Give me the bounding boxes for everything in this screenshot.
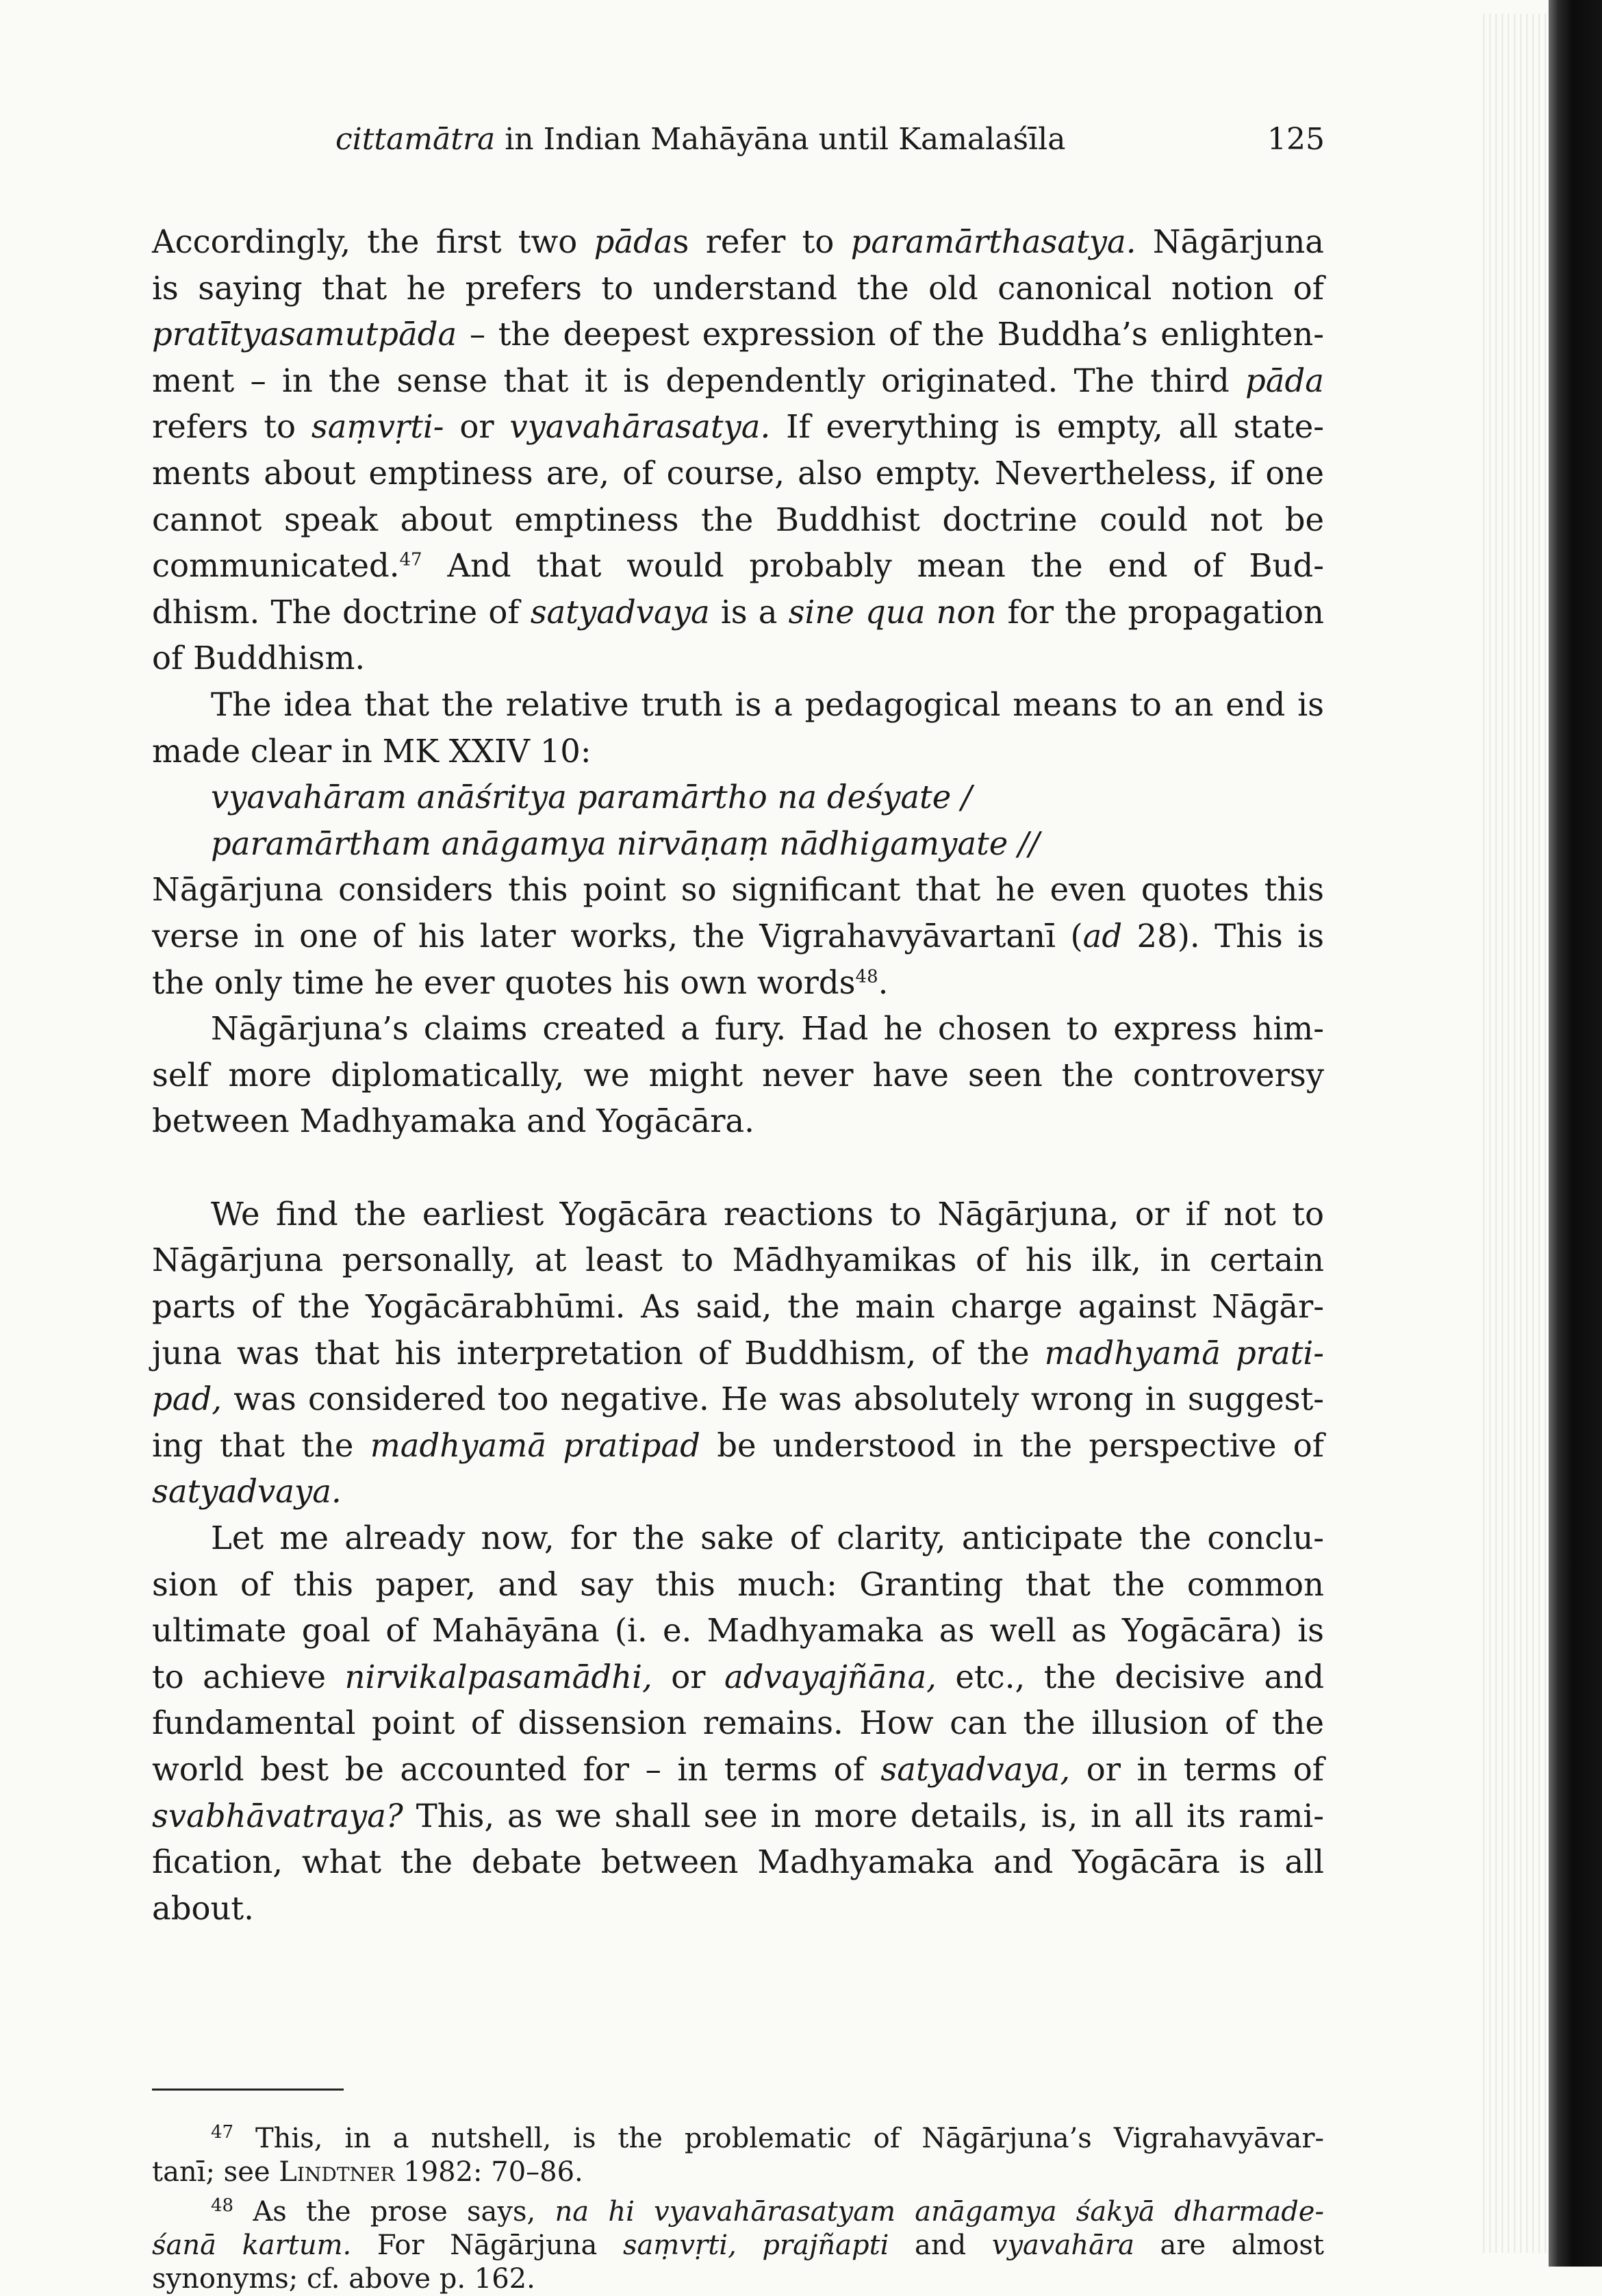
paragraph-5: Let me already now, for the sake of clarity, anticipate the conclu- sion of this paper, and say this much: Granting that the common ultimate goal of Mahāyāna (i. e. Madhyamaka as well as Yogācāra) is to achieve nirvikalpasamādhi, or advayajñāna, etc., the decisive and fundamental point of dissension remains. How can the illusion of the world best be accounted for – in terms of satyadvaya, or in terms of svabhāvatraya? This, as we shall see in more details, is, in all its rami- fication, what the debate between Madhyamaka and Yogācāra is all about.	[152, 1519, 1324, 1927]
footnote-48-marker: 48	[211, 2195, 234, 2216]
paragraph-2: The idea that the relative truth is a pedagogical means to an end is made clear in MK XXIV 10: vyavahāram anāśritya paramārtho na deśyate / paramārtham anāgamya nirvāṇaṃ nādhigamyate // Nāgārjuna considers this point so significant that he even quotes this verse in one of his later works, the Vigrahavyāvartanī (ad 28). This is the only time he ever quotes his own words$^{48}$.	[152, 685, 1324, 1001]
running-title: cittamātra in Indian Mahāyāna until Kamalaśīla	[335, 122, 1066, 157]
paragraph-4: We find the earliest Yogācāra reactions to Nāgārjuna, or if not to Nāgārjuna personally, at least to Mādhyamikas of his ilk, in certain parts of the Yogācārabhūmi. As said, the main charge against Nāgār- juna was that his interpretation of Buddhism, of the madhyamā prati- pad, was considered too negative. He was absolutely wrong in suggest- ing that the madhyamā pratipad be understood in the perspective of satyadvaya.	[152, 1195, 1324, 1511]
paragraph-1: Accordingly, the first two pādas refer to paramārthasatya. Nāgārjuna is saying that he prefers to understand the old canonical notion of pratītyasamutpāda – the deepest expression of the Buddha’s enlighten- ment – in the sense that it is dependently originated. The third pāda refers to saṃvṛti- or vyavahārasatya. If everything is empty, all state- ments about emptiness are, of course, also empty. Nevertheless, if one cannot speak about emptiness the Buddhist doctrine could not be communicated.$^{47}$ And that would probably mean the end of Bud- dhism. The doctrine of satyadvaya is a sine qua non for the propagation of Buddhism.	[152, 223, 1325, 677]
footnote-48: $^{48}$ As the prose says, na hi vyavahārasatyam anāgamya śakyā dharmade- śanā kartum. For Nāgārjuna saṃvṛti, prajñapti and vyavahāra are almost synonyms; cf. above p. 162.	[152, 2195, 1325, 2295]
verse-line-1: vyavahāram anāśritya paramārtho na deśyate /	[211, 779, 972, 816]
main-text	[152, 219, 1324, 1932]
footnote-ref-48[interactable]: 48	[855, 966, 878, 987]
paragraph-3: Nāgārjuna’s claims created a fury. Had he chosen to express him- self more diplomatically, we might never have seen the controversy between Madhyamaka and Yogācāra.	[152, 1010, 1324, 1140]
section-break	[152, 1145, 1324, 1191]
footnote-47: $^{47}$ This, in a nutshell, is the problematic of Nāgārjuna’s Vigrahavyāvar- tanī; see Lindtner 1982: 70–86.	[152, 2122, 1324, 2188]
verse-line-2: paramārtham anāgamya nirvāṇaṃ nādhigamyate //	[211, 824, 1040, 862]
book-spine-scan-edge	[1549, 0, 1602, 2267]
footnotes	[152, 2116, 1324, 2296]
page-number: 125	[1267, 122, 1325, 157]
footnote-ref-47[interactable]: 47	[399, 549, 422, 570]
footnote-47-marker: 47	[211, 2122, 234, 2143]
page-gutter-shadow	[1479, 14, 1547, 2253]
running-header	[335, 122, 1325, 170]
footnote-divider	[152, 2089, 344, 2091]
